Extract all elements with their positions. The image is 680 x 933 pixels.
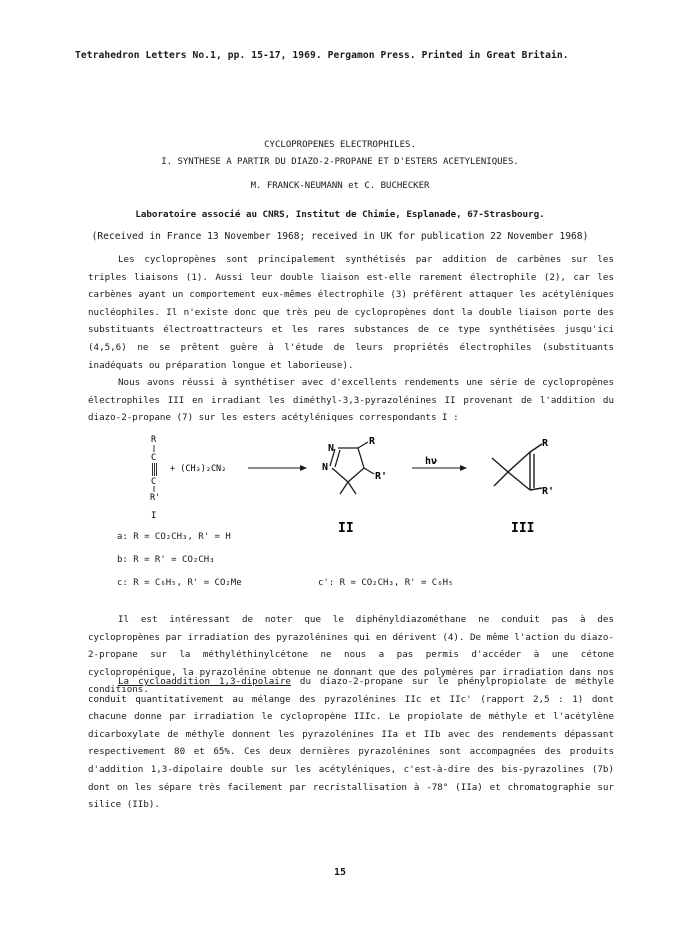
compound-II-structure [322, 436, 387, 494]
authors: M. FRANCK-NEUMANN et C. BUCHECKER [250, 181, 430, 191]
atom-n-1: N [328, 443, 335, 454]
atom-c-bottom: C [151, 477, 157, 487]
paragraph-2: Nous avons réussi à synthétiser avec d'excellents rendements une série de cyclopropènes électrophiles III en irradiant les diméthyl-3,3-pyrazolénines II provenant de l'addition du diazo-2-propane (7) sur les esters acétyléniques correspondants I : [88, 377, 614, 424]
paragraph-4-text: du diazo-2-propane sur le phénylpropiolate de méthyle conduit quantitativement au mélange des pyrazolénines IIc et IIc' (rapport 2,5 : 1) dont chacune donne par irradiation le cyclopropène IIIc. Le propiolate de méthyle et l'acétylène dicarboxylate de méthyle donnent les pyrazolénines IIa et IIb avec des rendements dépassant respectivement 80 et 65%. Ces deux dernières pyrazolénines sont accompagnées des produits d'addition 1,3-dipolaire double sur les acétyléniques, c'est-à-dire des bis-pyrazolines (7b) dont on les sépare très facilement par recristallisation à -78° (IIa) et chromatographie sur silice (IIb). [88, 676, 614, 811]
reaction-arrow-1 [300, 465, 307, 471]
reaction-arrow-2 [460, 465, 467, 471]
journal-header: Tetrahedron Letters No.1, pp. 15-17, 1969. Pergamon Press. Printed in Great Britain. [75, 50, 569, 61]
page-number: 15 [333, 867, 347, 878]
label-compound-II: II [338, 521, 354, 536]
compound-I-structure [150, 435, 160, 503]
atom-r-top: R [151, 435, 157, 445]
paper-title-line2: I. SYNTHESE A PARTIR DU DIAZO-2-PROPANE ET D'ESTERS ACETYLENIQUES. [161, 157, 519, 167]
atom-rp-ii: R' [375, 471, 388, 482]
irradiation-label: hν [425, 456, 438, 467]
compound-III-structure [492, 438, 554, 497]
compound-cp-definition: c': R = CO₂CH₃, R' = C₆H₅ [318, 578, 454, 588]
paper-title-line1: CYCLOPROPENES ELECTROPHILES. [264, 140, 416, 150]
reaction-scheme [0, 430, 680, 540]
label-compound-I: I [151, 511, 157, 521]
reagent-diazopropane: + (CH₃)₂CN₂ [170, 464, 227, 474]
atom-r-iii: R [542, 438, 549, 449]
affiliation: Laboratoire associé au CNRS, Institut de Chimie, Esplanade, 67-Strasbourg. [135, 209, 545, 220]
atom-r-ii: R [369, 436, 376, 447]
atom-n-2: N [322, 462, 329, 473]
compound-a-definition: a: R = CO₂CH₃, R' = H [117, 532, 231, 542]
paragraph-4 [88, 673, 614, 814]
received-dates: (Received in France 13 November 1968; received in UK for publication 22 November 1968) [91, 231, 589, 242]
compound-b-definition: b: R = R' = CO₂CH₃ [117, 555, 215, 565]
label-compound-III: III [511, 521, 535, 536]
paragraph-1: Les cyclopropènes sont principalement synthétisés par addition de carbènes sur les triples liaisons (1). Aussi leur double liaison est-elle rarement électrophile (2), car les carbènes ayant un comportement eux-mêmes électrophile (3) préfèrent attaquer les acétyléniques nucléophiles. Il n'existe donc que très peu de cyclopropènes dont la double liaison porte des substituants électroattracteurs et les rares substances de ce type synthétisées jusqu'ici (4,5,6) ne se prêtent guère à l'étude de leurs propriétés électrophiles (substituants inadéquats ou préparation longue et laborieuse). [88, 254, 614, 371]
atom-rp-bottom: R' [150, 493, 161, 503]
paragraph-4-underlined: La cycloaddition 1,3-dipolaire [118, 676, 291, 687]
paragraph-3: Il est intéressant de noter que le diphényldiazométhane ne conduit pas à des cyclopropènes par irradiation des pyrazolénines qui en dérivent (4). De même l'action du diazo-2-propane sur la méthyléthinylcétone ne nous a pas permis d'accéder à une cétone cyclopropénique, la pyrazolénine obtenue ne donnant que des polymères par irradiation dans nos conditions. [88, 614, 614, 696]
compound-c-definition: c: R = C₆H₅, R' = CO₂Me [117, 578, 242, 588]
atom-c-top: C [151, 453, 157, 463]
atom-rp-iii: R' [542, 486, 555, 497]
